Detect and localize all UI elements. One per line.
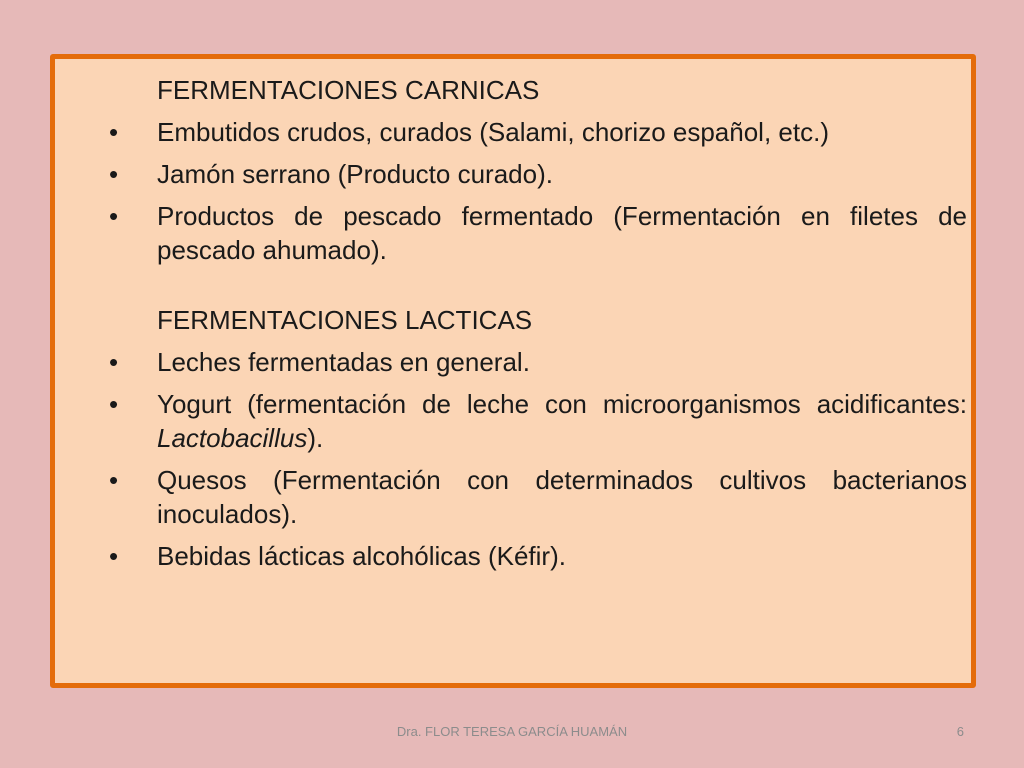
- bullet-list-lacticas: [105, 345, 967, 573]
- list-item: • Yogurt (fermentación de leche con microorganismos acidificantes: Lactobacillus).: [109, 389, 967, 453]
- bullet-icon: •: [109, 117, 119, 147]
- list-item: • Productos de pescado fermentado (Fermentación en filetes de pescado ahumado).: [109, 201, 967, 265]
- bullet-list-carnicas: [105, 115, 967, 267]
- list-item: • Embutidos crudos, curados (Salami, chorizo español, etc.): [109, 117, 829, 147]
- content-box: [50, 54, 976, 688]
- bullet-icon: •: [109, 201, 119, 231]
- page-number: 6: [956, 724, 964, 739]
- bullet-icon: •: [109, 159, 119, 189]
- list-item: • Quesos (Fermentación con determinados cultivos bacterianos inoculados).: [109, 465, 967, 529]
- slide-content: [105, 73, 967, 581]
- bullet-icon: •: [109, 465, 119, 495]
- section-heading-lacticas: FERMENTACIONES LACTICAS: [157, 305, 533, 335]
- section-heading-carnicas: FERMENTACIONES CARNICAS: [157, 75, 540, 105]
- bullet-icon: •: [109, 347, 119, 377]
- footer-author: Dra. FLOR TERESA GARCÍA HUAMÁN: [396, 724, 628, 739]
- bullet-icon: •: [109, 541, 119, 571]
- list-item: • Leches fermentadas en general.: [109, 347, 530, 377]
- list-item: • Bebidas lácticas alcohólicas (Kéfir).: [109, 541, 566, 571]
- italic-term: Lactobacillus: [157, 423, 308, 453]
- list-item: • Jamón serrano (Producto curado).: [109, 159, 553, 189]
- bullet-icon: •: [109, 389, 119, 419]
